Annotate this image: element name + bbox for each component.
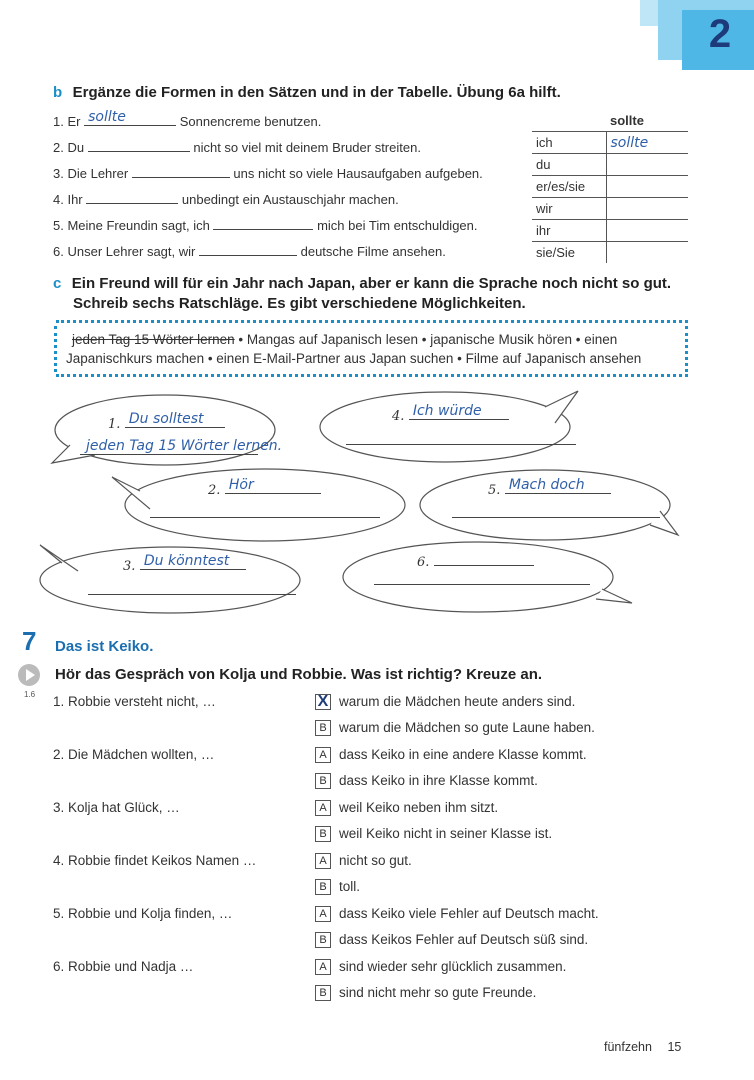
answer-option[interactable]: A dass Keiko viele Fehler auf Deutsch macht. [315,906,599,922]
question-stem: 1. Robbie versteht nicht, … [53,694,216,709]
answer-option[interactable]: A weil Keiko neben ihm sitzt. [315,800,498,816]
section-instruction-line1: Ein Freund will für ein Jahr nach Japan, aber er kann die Sprache noch nicht so gut. [71,275,672,292]
sentence-item: 4. Ihr unbedingt ein Austauschjahr machen. [53,188,399,207]
exercise-instruction: Hör das Gespräch von Kolja und Robbie. Was ist richtig? Kreuze an. [55,666,543,683]
struck-phrase: jeden Tag 15 Wörter lernen [72,332,235,347]
section-letter: b [53,84,63,101]
audio-play-icon[interactable] [18,664,40,686]
bubble-6-content: 6. [417,550,534,571]
option-box[interactable]: A [315,906,331,922]
table-row: er/es/sie [532,176,688,198]
sentence-item: 3. Die Lehrer uns nicht so viele Hausaufgaben aufgeben. [53,162,483,181]
option-box[interactable]: B [315,773,331,789]
page-number: 15 [667,1040,682,1054]
option-box[interactable]: A [315,853,331,869]
conjugation-table [532,110,690,263]
bubble-5-content: 5. Mach doch [488,478,611,499]
page-footer [604,1040,681,1054]
sentence-item: 5. Meine Freundin sagt, ich mich bei Tim entschuldigen. [53,214,478,233]
question-stem: 3. Kolja hat Glück, … [53,800,180,815]
answer-option[interactable]: A nicht so gut. [315,853,412,869]
answer-blank[interactable] [84,110,176,126]
table-answer-cell[interactable] [606,242,688,264]
answer-option[interactable]: B dass Keikos Fehler auf Deutsch süß sind. [315,932,588,948]
exercise-number: 7 [22,626,37,656]
answer-blank[interactable]: Mach doch [505,478,611,494]
table-answer-cell[interactable] [606,154,688,176]
option-box[interactable]: B [315,879,331,895]
table-row: du [532,154,688,176]
phrase-line-1: jeden Tag 15 Wörter lernen • Mangas auf Japanisch lesen • japanische Musik hören • einen [72,332,618,347]
bubble-1-content: 1. Du solltest [108,412,225,433]
table-answer-cell[interactable] [606,198,688,220]
answer-option[interactable]: B dass Keiko in ihre Klasse kommt. [315,773,538,789]
bubble-2-content: 2. Hör [208,478,321,499]
table-row: ihr [532,220,688,242]
table-answer-cell[interactable] [606,220,688,242]
exercise-title: Das ist Keiko. [55,638,154,655]
table-header: sollte [610,113,644,128]
section-letter: c [53,275,62,292]
answer-option[interactable]: B warum die Mädchen so gute Laune haben. [315,720,595,736]
option-box[interactable]: B [315,720,331,736]
option-box[interactable]: B [315,826,331,842]
bubble-5-line2[interactable] [452,501,660,518]
answer-blank[interactable] [132,162,230,178]
answer-option[interactable]: A sind wieder sehr glücklich zusammen. [315,959,566,975]
phrase-box [56,320,688,376]
sentence-item: 2. Du nicht so viel mit deinem Bruder streiten. [53,136,421,155]
bubble-3-line2[interactable] [88,578,296,595]
bubble-4-line2[interactable] [346,428,576,445]
bubble-6-line2[interactable] [374,568,590,585]
option-box[interactable]: A [315,747,331,763]
answer-blank[interactable] [213,214,313,230]
question-stem: 4. Robbie findet Keikos Namen … [53,853,257,868]
section-b-heading [53,84,561,102]
checked-box[interactable]: X [315,694,331,710]
table-answer-cell[interactable]: sollte [610,134,649,151]
answer-option[interactable]: X warum die Mädchen heute anders sind. [315,694,575,710]
bubble-1-line2[interactable]: jeden Tag 15 Wörter lernen. [80,437,258,455]
section-instruction-line2: Schreib sechs Ratschläge. Es gibt verschiedene Möglichkeiten. [73,295,526,312]
table-row: sie/Sie [532,242,688,264]
bubble-3-content: 3. Du könntest [123,554,246,575]
question-stem: 5. Robbie und Kolja finden, … [53,906,233,921]
track-number: 1.6 [24,690,36,699]
answer-option[interactable]: B toll. [315,879,360,895]
section-instruction: Ergänze die Formen in den Sätzen und in der Tabelle. Übung 6a hilft. [72,84,561,101]
sentence-item: 1. Er sollte Sonnencreme benutzen. [53,109,322,129]
chapter-number: 2 [708,12,732,56]
question-stem: 6. Robbie und Nadja … [53,959,194,974]
sentence-item: 6. Unser Lehrer sagt, wir deutsche Filme ansehen. [53,240,446,259]
option-box[interactable]: B [315,985,331,1001]
answer-blank[interactable] [86,188,178,204]
option-box[interactable]: B [315,932,331,948]
bubble-2-line2[interactable] [150,501,380,518]
table-row: wir [532,198,688,220]
phrase-line-2: Japanischkurs machen • einen E-Mail-Partner aus Japan suchen • Filme auf Japanisch ansehen [66,351,642,366]
answer-option[interactable]: B sind nicht mehr so gute Freunde. [315,985,536,1001]
answer-blank[interactable]: Du könntest [140,554,246,570]
answer-blank[interactable] [88,136,190,152]
handwritten-answer: sollte [88,109,126,125]
answer-blank[interactable]: Hör [225,478,321,494]
table-answer-cell[interactable] [606,176,688,198]
answer-option[interactable]: B weil Keiko nicht in seiner Klasse ist. [315,826,552,842]
answer-blank[interactable]: Du solltest [125,412,225,428]
bubble-4-content: 4. Ich würde [392,404,509,425]
answer-blank[interactable] [434,550,534,566]
section-c-heading [53,275,703,312]
chapter-badge [640,0,754,72]
option-box[interactable]: A [315,959,331,975]
question-stem: 2. Die Mädchen wollten, … [53,747,215,762]
page-word: fünfzehn [604,1040,652,1054]
option-box[interactable]: A [315,800,331,816]
answer-option[interactable]: A dass Keiko in eine andere Klasse kommt. [315,747,587,763]
table-row: ich sollte [532,132,688,154]
answer-blank[interactable] [199,240,297,256]
speech-bubble-4 [320,391,578,462]
answer-blank[interactable]: Ich würde [409,404,509,420]
